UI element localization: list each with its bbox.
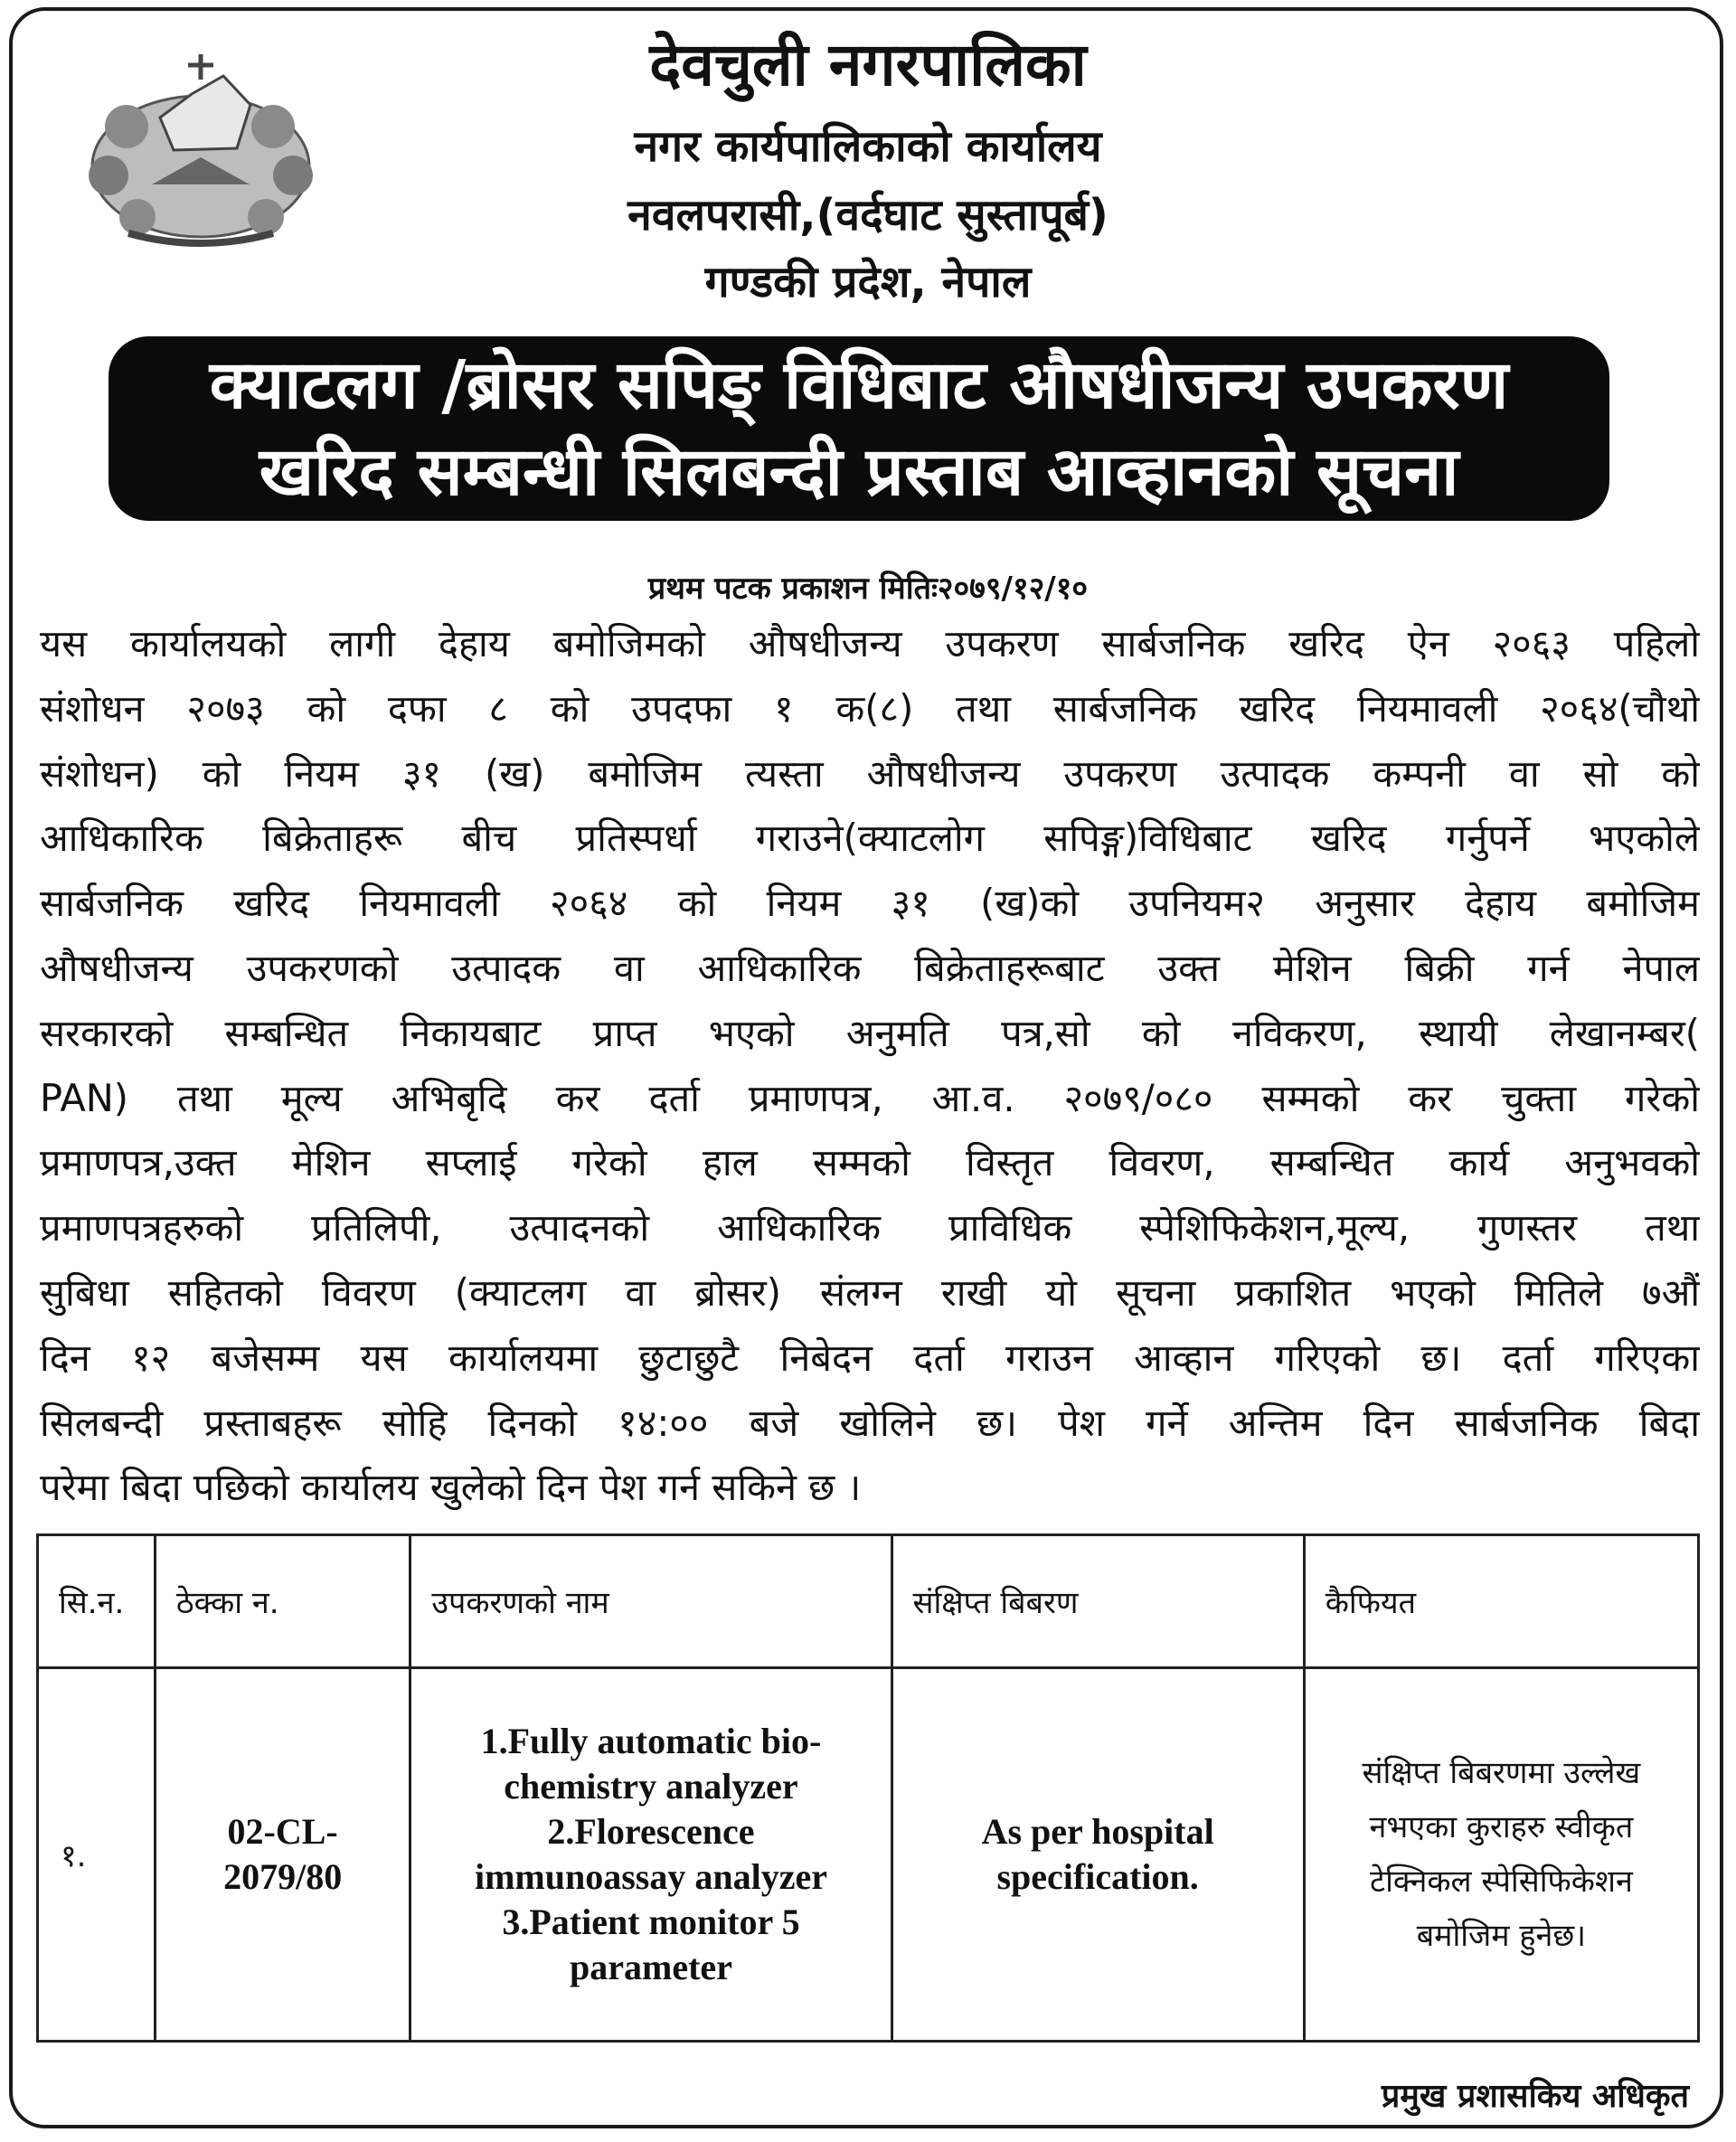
nepal-government-emblem-icon	[65, 40, 336, 257]
header-contract-no: ठेक्का न.	[155, 1535, 410, 1668]
body-line: सार्बजनिक खरिद नियमावली २०६४ को नियम ३१ (ख)को उपनियम२ अनुसार देहाय बमोजिम	[40, 881, 1700, 926]
header-serial-no: सि.न.	[38, 1535, 156, 1668]
equipment-line: 3.Patient monitor 5	[502, 1901, 800, 1942]
notice-title-line-2: खरिद सम्बन्धी सिलबन्दी प्रस्ताब आव्हानको सूचना	[259, 433, 1459, 511]
body-line: प्रमाणपत्रहरुको प्रतिलिपी, उत्पादनको आधिकारिक प्राविधिक स्पेशिफिकेशन,मूल्य, गुणस्तर तथा	[40, 1205, 1700, 1250]
body-line: औषधीजन्य उपकरणको उत्पादक वा आधिकारिक बिक्रेताहरूबाट उक्त मेशिन बिक्री गर्न नेपाल	[40, 945, 1700, 990]
province-name: गण्डकी प्रदेश, नेपाल	[704, 257, 1032, 307]
equipment-line: immunoassay analyzer	[474, 1856, 827, 1897]
cell-remarks	[1304, 1668, 1698, 2042]
body-line: संशोधन २०७३ को दफा ८ को उपदफा १ क(८) तथा सार्बजनिक खरिद नियमावली २०६४(चौथो	[40, 685, 1700, 731]
header-equipment-name: उपकरणको नाम	[410, 1535, 892, 1668]
body-line: सुबिधा सहितको विवरण (क्याटलग वा ब्रोसर) संलग्न राखी यो सूचना प्रकाशित भएको मितिले ७औं	[40, 1269, 1700, 1315]
body-line: संशोधन) को नियम ३१ (ख) बमोजिम त्यस्ता औषधीजन्य उपकरण उत्पादक कम्पनी वा सो को	[40, 750, 1700, 796]
body-line: दिन १२ बजेसम्म यस कार्यालयमा छुटाछुटै निबेदन दर्ता गराउन आव्हान गरिएको छ। दर्ता गरिएका	[40, 1335, 1700, 1380]
cell-description	[892, 1668, 1304, 2042]
cell-contract-no	[155, 1668, 410, 2042]
body-line: आधिकारिक बिक्रेताहरू बीच प्रतिस्पर्धा गराउने(क्याटलोग सपिङ्ग)विधिबाट खरिद गर्नुपर्ने भएकोले	[40, 816, 1700, 861]
equipment-table	[36, 1533, 1700, 2043]
description-line: As per hospital	[981, 1811, 1214, 1852]
notice-body	[40, 611, 1700, 1520]
publication-date: प्रथम पटक प्रकाशन मितिः२०७९/१२/१०	[647, 571, 1089, 607]
body-line: यस कार्यालयको लागी देहाय बमोजिमको औषधीजन्य उपकरण सार्बजनिक खरिद ऐन २०६३ पहिलो	[40, 621, 1700, 665]
body-line: PAN) तथा मूल्य अभिबृदि कर दर्ता प्रमाणपत्र, आ.व. २०७९/०८० सम्मको कर चुक्ता गरेको	[40, 1075, 1700, 1120]
equipment-line: chemistry analyzer	[504, 1766, 798, 1807]
body-line: परेमा बिदा पछिको कार्यालय खुलेको दिन पेश गर्न सकिने छ ।	[40, 1465, 862, 1510]
contract-no-line: 02-CL-	[227, 1811, 338, 1852]
equipment-line: parameter	[570, 1947, 732, 1987]
body-line: सिलबन्दी प्रस्ताबहरू सोहि दिनको १४:०० बजे खोलिने छ। पेश गर्ने अन्तिम दिन सार्बजनिक बिदा	[40, 1400, 1700, 1445]
district-name: नवलपरासी,(वर्दघाट सुस्तापूर्ब)	[627, 190, 1109, 241]
signatory-title: प्रमुख प्रशासकिय अधिकृत	[1381, 2078, 1689, 2115]
equipment-line: 2.Florescence	[547, 1811, 755, 1852]
remarks-line: नभएका कुराहरु स्वीकृत	[1369, 1809, 1634, 1845]
table-header-row	[38, 1535, 1699, 1668]
municipality-name: देवचुली नगरपालिका	[649, 30, 1087, 99]
body-line: प्रमाणपत्र,उक्त मेशिन सप्लाई गरेको हाल सम्मको विस्तृत विवरण, सम्बन्धित कार्य अनुभवको	[40, 1140, 1700, 1185]
header-description: संक्षिप्त बिबरण	[892, 1535, 1304, 1668]
table-row	[38, 1668, 1699, 2042]
remarks-line: टेक्निकल स्पेसिफिकेशन	[1369, 1864, 1633, 1900]
header-remarks: कैफियत	[1304, 1535, 1698, 1668]
body-line: सरकारको सम्बन्धित निकायबाट प्राप्त भएको अनुमति पत्र,सो को नविकरण, स्थायी लेखानम्बर(	[40, 1010, 1700, 1055]
notice-title-line-1: क्याटलग /ब्रोसर सपिङ् विधिबाट औषधीजन्य उपकरण	[209, 346, 1509, 424]
description-line: specification.	[996, 1856, 1199, 1897]
remarks-line: संक्षिप्त बिबरणमा उल्लेख	[1362, 1755, 1641, 1791]
office-name: नगर कार्यपालिकाको कार्यालय	[634, 121, 1102, 172]
equipment-line: 1.Fully automatic bio-	[480, 1721, 822, 1761]
cell-serial-no: १.	[38, 1668, 156, 2042]
contract-no-line: 2079/80	[223, 1856, 343, 1897]
remarks-line: बमोजिम हुनेछ।	[1416, 1918, 1587, 1954]
cell-equipment-name	[410, 1668, 892, 2042]
notice-title-banner	[108, 336, 1609, 521]
